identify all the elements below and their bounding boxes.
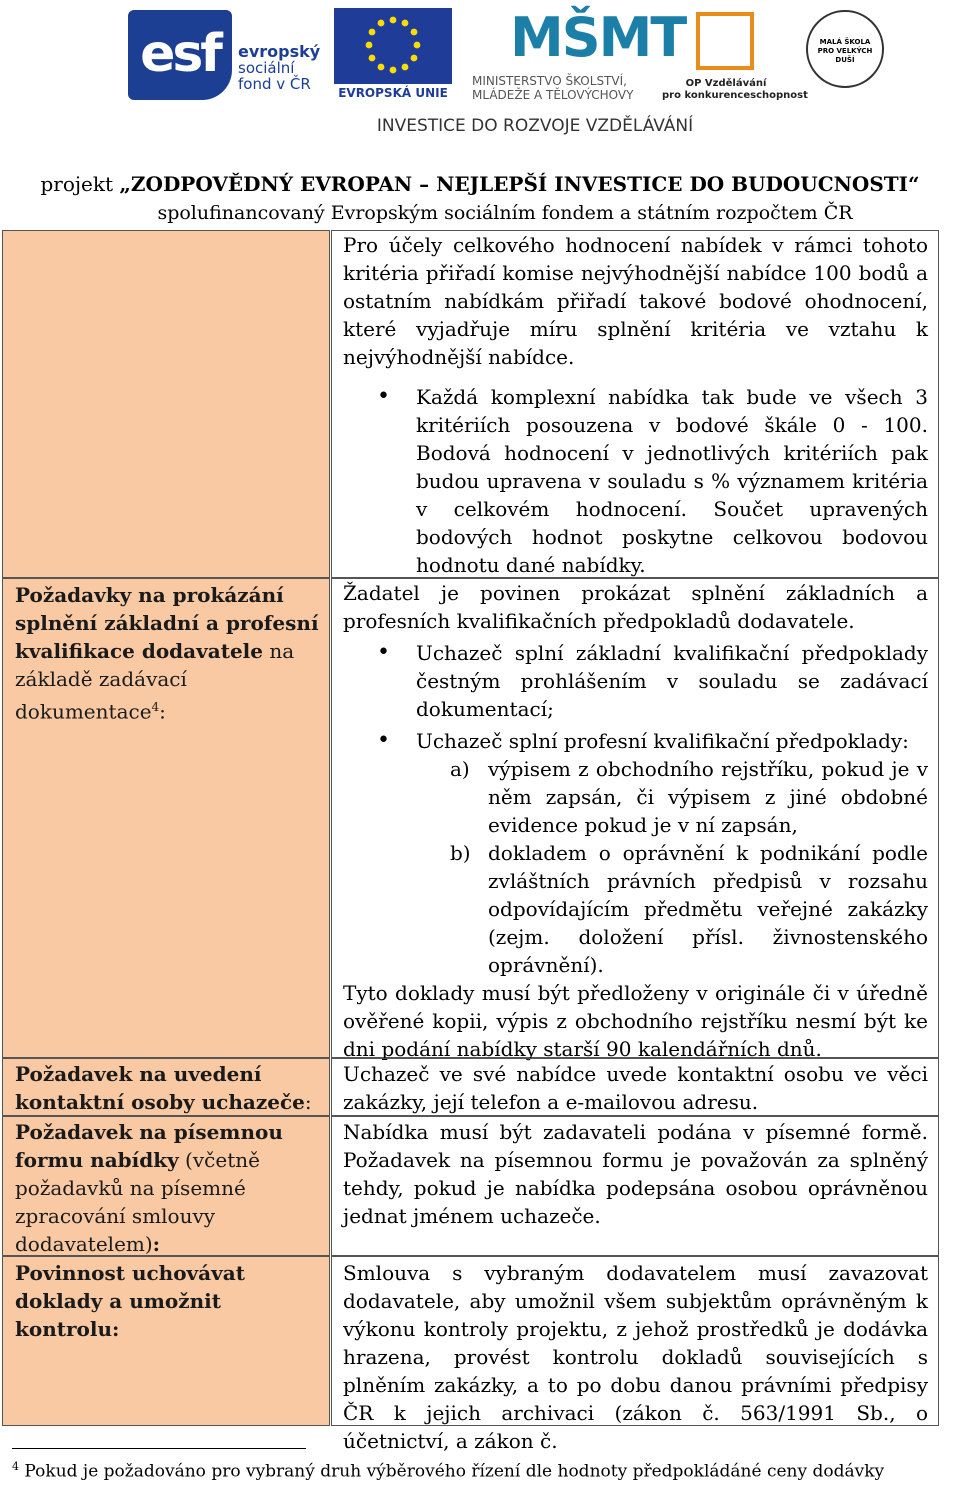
esf-mark: esf xyxy=(128,10,232,100)
op-line-2: pro konkurenceschopnost xyxy=(662,90,808,101)
esf-line-3: fond v ČR xyxy=(238,75,311,93)
footnote-divider xyxy=(12,1448,306,1449)
row4-label-normal: (včetně požadavků na písemné zpracování smlouvy dodavatelem) xyxy=(15,1148,260,1256)
row3-content-cell xyxy=(331,1058,939,1116)
row2-bullet-2: • Uchazeč splní profesní kvalifikační předpoklady: xyxy=(343,727,928,755)
eu-logo xyxy=(334,8,452,102)
op-logo xyxy=(662,12,808,104)
row3-text: Uchazeč ve své nabídce uvede kontaktní osobu ve věci zakázky, její telefon a e-mailovou adresu. xyxy=(343,1062,928,1114)
school-line-1: MALÁ ŠKOLA xyxy=(819,38,871,46)
esf-logo xyxy=(128,8,328,100)
footnote xyxy=(12,1460,884,1482)
project-prefix: projekt xyxy=(40,172,120,196)
invest-banner: INVESTICE DO ROZVOJE VZDĚLÁVÁNÍ xyxy=(376,116,694,136)
row2-label-bold: Požadavky na prokázání splnění základní a profesní kvalifikace dodavatele xyxy=(15,583,319,663)
school-line-3: DUŠÍ xyxy=(835,56,855,64)
school-line-2: PRO VELKÝCH xyxy=(817,47,873,55)
row2-bullet-1: • Uchazeč splní základní kvalifikační předpoklady čestným prohlášením v souladu se zadávací dokumentací; xyxy=(343,639,928,723)
row3-label-cell xyxy=(2,1058,330,1116)
row4-label-cell xyxy=(2,1116,330,1256)
row2-paragraph: Žadatel je povinen prokázat splnění základních a profesních kvalifikačních předpokladů dodavatele. xyxy=(343,581,928,633)
row2-footnote-ref: 4 xyxy=(151,700,160,714)
esf-line-2: sociální xyxy=(238,59,295,77)
row2-label-normal: na základě zadávací dokumentace xyxy=(15,639,295,724)
row5-label-bold: Povinnost uchovávat doklady a umožnit kontrolu: xyxy=(15,1261,245,1341)
row5-content-cell xyxy=(331,1256,939,1453)
msmt-caption xyxy=(472,74,633,102)
school-seal-icon xyxy=(806,10,884,88)
school-logo xyxy=(800,2,892,94)
row2-sub-b xyxy=(343,839,928,979)
row2-label-end: : xyxy=(159,699,166,724)
msmt-line-1: MINISTERSTVO ŠKOLSTVÍ, xyxy=(472,74,627,88)
row4-text: Nabídka musí být zadavateli podána v písemné formě. Požadavek na písemnou formu je považován za splněný tehdy, pokud je nabídka podepsána osobou oprávněnou jednat jménem uchazeče. xyxy=(343,1120,928,1228)
row1-bullet: • Každá komplexní nabídka tak bude ve všech 3 kritériích posouzena v bodové škále 0 - 100. Bodová hodnocení v jednotlivých kritériích pak budou upravena v souladu s % významem kritéria v celkovém hodnocení. Součet upravených bodových hodnot poskytne celkovou bodovou hodnotu dané nabídky. xyxy=(343,383,928,579)
row4-label-bold: Požadavek na písemnou formu nabídky xyxy=(15,1120,283,1172)
row5-text: Smlouva s vybraným dodavatelem musí zavazovat dodavatele, aby umožnil všem subjektům oprávněným k výkonu kontroly projektu, z jehož prostředků je dodávka hrazena, provést kontrolu dokladů souvisejících s plněním zakázky, a to po dobu danou právními předpisy ČR k jejich archivaci (zákon č. 563/1991 Sb., o účetnictví, a zákon č. xyxy=(343,1261,928,1453)
project-title xyxy=(0,172,960,196)
row3-label-bold: Požadavek na uvedení kontaktní osoby uchazeče xyxy=(15,1062,305,1114)
op-caption xyxy=(662,78,808,102)
op-line-1: OP Vzdělávání xyxy=(685,78,767,89)
row2-paragraph-2: Tyto doklady musí být předloženy v originále či v úředně ověřené kopii, výpis z obchodního rejstříku nesmí být ke dni podání nabídky starší 90 kalendářních dnů. xyxy=(343,981,928,1061)
row2-content-cell xyxy=(331,578,939,1061)
footnote-text: Pokud je požadováno pro vybraný druh výběrového řízení dle hodnoty předpokládáné ceny dodávky xyxy=(19,1461,885,1482)
msmt-line-2: MLÁDEŽE A TĚLOVÝCHOVY xyxy=(472,88,634,102)
row1-label-cell xyxy=(2,230,330,578)
logo-banner xyxy=(0,0,960,145)
row2-sub-b-text: dokladem o oprávnění k podnikání podle zvláštních právních předpisů v rozsahu odpovídajícím předmětu veřejné zakázky (zejm. doložení přísl. živnostenského oprávnění). xyxy=(488,841,928,977)
row2-sub-b-label: b) xyxy=(450,841,471,865)
msmt-mark: MŠMT xyxy=(510,6,686,69)
row3-label-end: : xyxy=(304,1090,312,1114)
msmt-logo xyxy=(470,6,686,104)
row2-label-cell xyxy=(2,578,330,1058)
esf-text xyxy=(238,44,320,92)
footnote-number: 4 xyxy=(12,1460,19,1473)
row2-sub-a-text: výpisem z obchodního rejstříku, pokud je v něm zapsán, či výpisem z jiné obdobné evidence pokud je v ní zapsán, xyxy=(488,757,928,837)
project-name: „ZODPOVĚDNÝ EVROPAN – NEJLEPŠÍ INVESTICE DO BUDOUCNOSTI“ xyxy=(119,172,920,196)
cofinance-line: spolufinancovaný Evropským sociálním fondem a státním rozpočtem ČR xyxy=(157,202,853,224)
eu-caption: EVROPSKÁ UNIE xyxy=(338,86,448,100)
row4-label-end: : xyxy=(152,1232,161,1256)
row1-content-cell xyxy=(331,230,939,578)
esf-line-1: evropský xyxy=(238,42,321,61)
row1-paragraph: Pro účely celkového hodnocení nabídek v rámci tohoto kritéria přiřadí komise nejvýhodnější nabídce 100 bodů a ostatním nabídkám přiřadí takové bodové ohodnocení, které vyjadřuje míru splnění kritéria ve vztahu k nejvýhodnější nabídce. xyxy=(343,233,928,369)
op-square-icon xyxy=(696,12,754,70)
row4-content-cell xyxy=(331,1116,939,1256)
eu-flag-icon xyxy=(334,8,452,84)
row2-sub-a xyxy=(343,755,928,839)
row5-label-cell xyxy=(2,1256,330,1426)
row2-sub-a-label: a) xyxy=(450,757,470,781)
